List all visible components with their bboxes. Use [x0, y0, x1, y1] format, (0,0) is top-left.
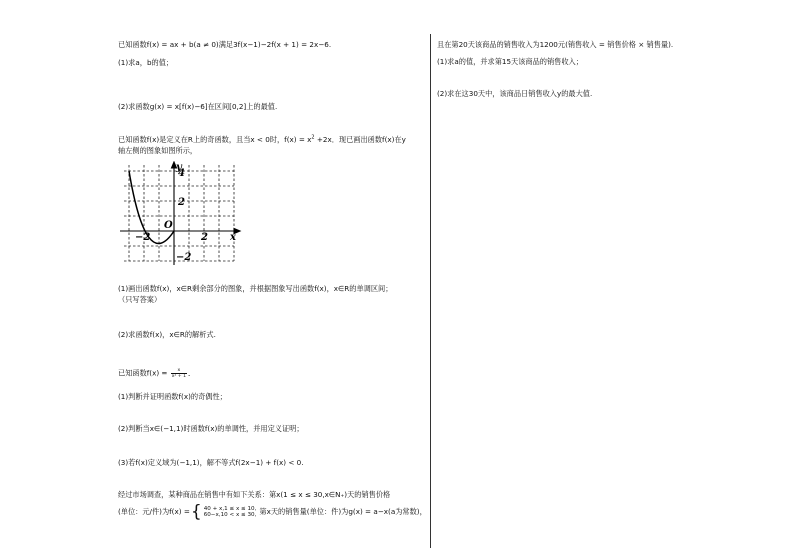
- problem-4-stem-text-b: 第x天的销售量(单位：件)为g(x) = a−x(a为常数)，: [259, 507, 427, 516]
- fraction: [171, 368, 187, 379]
- problem-3-question-3: (3)若f(x)定义域为(−1,1)，解不等式f(2x−1) + f(x) < 0.: [118, 458, 304, 467]
- origin-label: O: [164, 220, 173, 231]
- piecewise-brace: {: [190, 502, 202, 522]
- problem-1-stem: 已知函数f(x) = ax + b(a ≠ 0)满足3f(x−1)−2f(x + 1) = 2x−6.: [118, 40, 332, 49]
- problem-2-question-2: (2)求函数f(x)，x∈R的解析式.: [118, 330, 216, 339]
- problem-4-stem-line-2: [118, 502, 427, 522]
- problem-4-stem-text-a: (单位：元/件)为f(x) =: [118, 507, 190, 516]
- column-divider: [430, 34, 431, 548]
- tick-label-y-4: 4: [178, 168, 185, 179]
- tick-label-y-2: 2: [178, 197, 185, 208]
- problem-4-stem-continued: 且在第20天该商品的销售收入为1200元(销售收入 = 销售价格 × 销售量).: [437, 40, 674, 49]
- problem-2-stem-text-a: 已知函数f(x)是定义在R上的奇函数，且当x < 0时，f(x) = x: [118, 135, 312, 144]
- problem-1-question-1: (1)求a，b的值；: [118, 58, 174, 67]
- piecewise-case-1: 40 + x,1 ≤ x ≤ 10,: [203, 505, 257, 512]
- fraction-numerator: x: [171, 368, 187, 374]
- piecewise-cases: [204, 506, 257, 519]
- problem-3-stem-text-b: ．: [188, 368, 196, 378]
- tick-label-x-neg-2: −2: [135, 232, 151, 243]
- problem-2-stem-line-2: 轴左侧的图象如图所示，: [118, 146, 198, 155]
- problem-3-stem: [118, 368, 195, 379]
- problem-2-stem-text-b: +2x．现已画出函数f(x)在y: [314, 135, 406, 144]
- problem-4-question-2: (2)求在这30天中，该商品日销售收入y的最大值.: [437, 89, 593, 98]
- problem-4-question-1: (1)求a的值，并求第15天该商品的销售收入；: [437, 57, 583, 66]
- problem-3-question-1: (1)判断并证明函数f(x)的奇偶性；: [118, 392, 227, 401]
- problem-4-stem-line-1: 经过市场调查，某种商品在销售中有如下关系：第x(1 ≤ x ≤ 30,x∈N₊)天的销售价格: [118, 490, 391, 499]
- problem-2-question-1-line-2: （只写答案）: [118, 295, 162, 304]
- problem-1-question-2: (2)求函数g(x) = x[f(x)−6]在区间[0,2]上的最值.: [118, 102, 278, 111]
- tick-label-x-2: 2: [201, 232, 208, 243]
- problem-2-question-1-line-1: (1)画出函数f(x)，x∈R剩余部分的图象，并根据图象写出函数f(x)，x∈R的单调区间；: [118, 284, 393, 293]
- x-axis-label: x: [230, 232, 236, 243]
- graph-grid: [124, 165, 234, 261]
- function-graph: [120, 161, 242, 265]
- problem-3-stem-text-a: 已知函数f(x) =: [118, 368, 170, 378]
- tick-label-y-neg-2: −2: [176, 252, 192, 263]
- problem-3-question-2: (2)判断当x∈(−1,1)时函数f(x)的单调性，并用定义证明；: [118, 424, 304, 433]
- problem-2-stem-line-1: [118, 135, 406, 144]
- y-axis-label: y: [176, 162, 182, 173]
- fraction-denominator: x² + 1: [171, 374, 186, 379]
- problem-2-stem-exponent: 2: [311, 134, 315, 141]
- piecewise-case-2: 60−x,10 < x ≤ 30,: [203, 512, 257, 518]
